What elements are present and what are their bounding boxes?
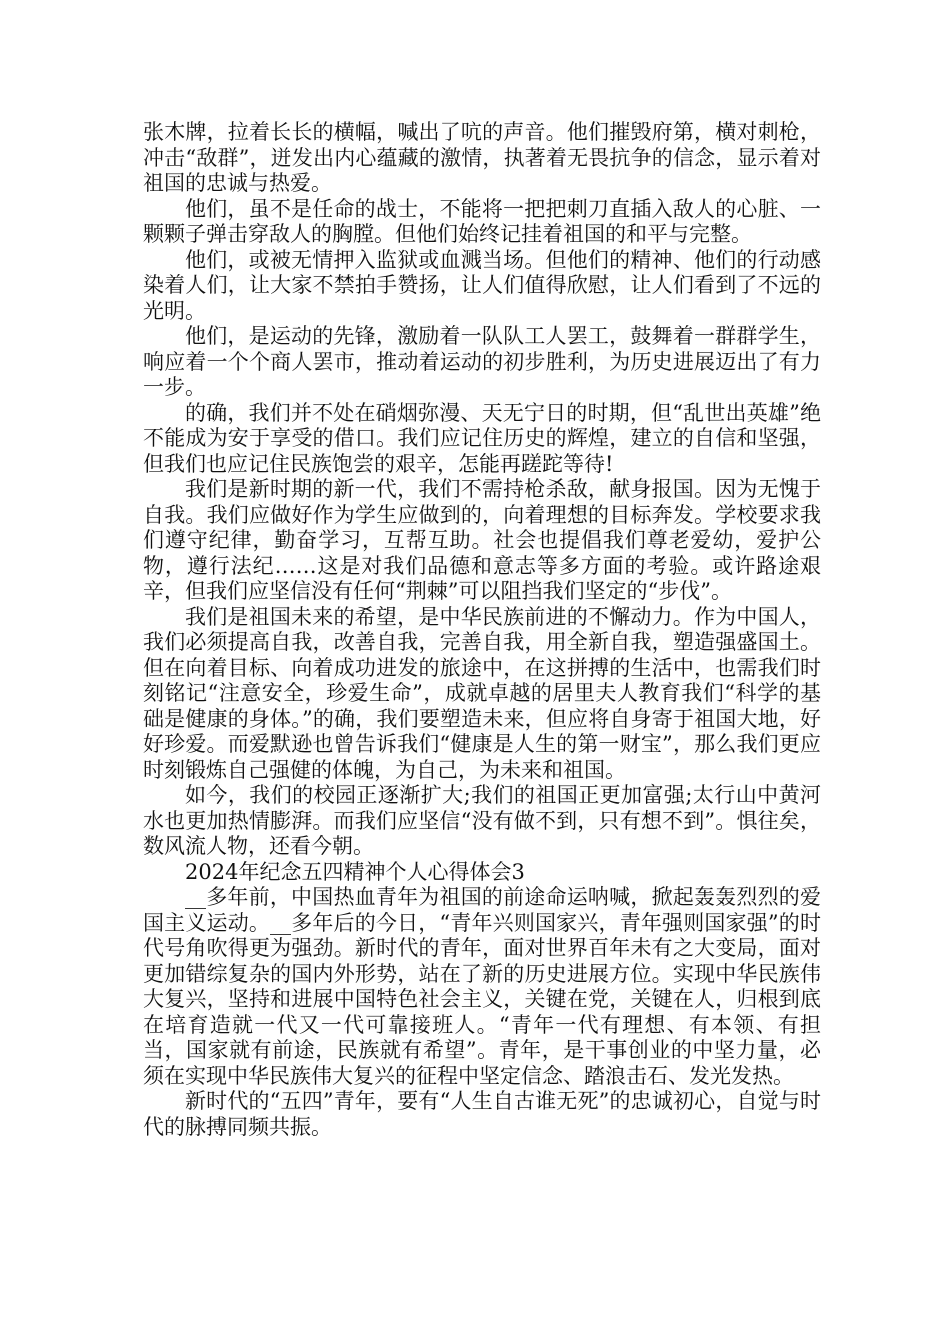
paragraph: 他们，或被无情押入监狱或血溅当场。但他们的精神、他们的行动感染着人们，让大家不禁拍手赞扬，让人们值得欣慰，让人们看到了不远的光明。 [143, 247, 821, 323]
paragraph: 他们，虽不是任命的战士，不能将一把把刺刀直插入敌人的心脏、一颗颗子弹击穿敌人的胸膛。但他们始终记挂着祖国的和平与完整。 [143, 196, 821, 246]
paragraph: 如今，我们的校园正逐渐扩大;我们的祖国正更加富强;太行山中黄河水也更加热情膨湃。而我们应坚信“没有做不到，只有想不到”。惧往矣，数风流人物，还看今朝。 [143, 783, 821, 858]
paragraph: 张木牌，拉着长长的横幅，喊出了吭的声音。他们摧毁府第，横对刺枪，冲击“敌群”，迸发出内心蕴藏的激情，执著着无畏抗争的信念，显示着对祖国的忠诚与热爱。 [143, 120, 821, 195]
section-heading: 2024年纪念五四精神个人心得体会3 [185, 859, 525, 884]
paragraph: 的确，我们并不处在硝烟弥漫、天无宁日的时期，但“乱世出英雄”绝不能成为安于享受的借口。我们应记住历史的辉煌，建立的自信和坚强，但我们也应记住民族饱尝的艰辛，怎能再蹉跎等待! [143, 400, 821, 476]
document-page [143, 120, 821, 1140]
paragraph: 新时代的“五四”青年，要有“人生自古谁无死”的忠诚初心，自觉与时代的脉搏同频共振。 [143, 1089, 821, 1139]
paragraph: 我们是新时期的新一代，我们不需持枪杀敌，献身报国。因为无愧于自我。我们应做好作为学生应做到的，向着理想的目标奔发。学校要求我们遵守纪律，勤奋学习，互帮互助。社会也提倡我们尊老爱幼，爱护公物，遵行法纪……这是对我们品德和意志等多方面的考验。或许路途艰辛，但我们应坚信没有任何“荆棘”可以阻挡我们坚定的“步伐”。 [143, 477, 821, 603]
paragraph: 他们，是运动的先锋，激励着一队队工人罢工，鼓舞着一群群学生，响应着一个个商人罢市，推动着运动的初步胜利，为历史进展迈出了有力一步。 [143, 324, 821, 399]
paragraph: 我们是祖国未来的希望，是中华民族前进的不懈动力。作为中国人，我们必须提高自我，改善自我，完善自我，用全新自我，塑造强盛国土。但在向着目标、向着成功进发的旅途中，在这拼搏的生活中，也需我们时刻铭记“注意安全，珍爱生命”，成就卓越的居里夫人教育我们“科学的基础是健康的身体。”的确，我们要塑造未来，但应将自身寄于祖国大地，好好珍爱。而爱默逊也曾告诉我们“健康是人生的第一财宝”，那么我们更应时刻锻炼自己强健的体魄，为自己，为未来和祖国。 [143, 604, 821, 782]
paragraph: __多年前，中国热血青年为祖国的前途命运呐喊，掀起轰轰烈烈的爱国主义运动。__多年后的今日，“青年兴则国家兴，青年强则国家强”的时代号角吹得更为强劲。新时代的青年，面对世界百年未有之大变局，面对更加错综复杂的国内外形势，站在了新的历史进展方位。实现中华民族伟大复兴，坚持和进展中国特色社会主义，关键在党，关键在人，归根到底在培育造就一代又一代可靠接班人。“青年一代有理想、有本领、有担当，国家就有前途，民族就有希望”。青年，是干事创业的中坚力量，必须在实现中华民族伟大复兴的征程中坚定信念、踏浪击石、发光发热。 [143, 885, 821, 1088]
